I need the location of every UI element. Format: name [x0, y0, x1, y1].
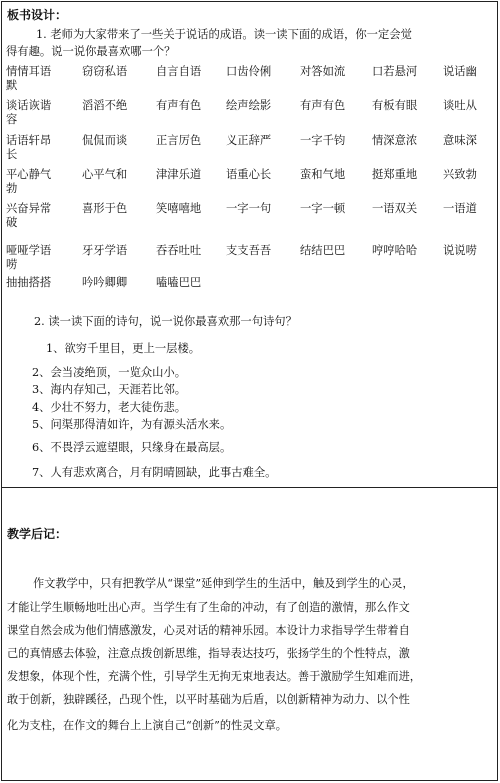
idiom-item: 心平气和	[82, 168, 128, 181]
idiom-item: 对答如流	[300, 65, 346, 78]
idiom-wrap: 破	[6, 216, 18, 229]
idiom-item: 吟吟卿卿	[82, 276, 128, 289]
idiom-item: 吞吞吐吐	[156, 244, 202, 257]
idiom-item: 自言自语	[156, 65, 202, 78]
notes-line: 作文教学中，只有把教学从“课堂”延伸到学生的生活中，触及到学生的心灵，	[33, 577, 414, 590]
poem-line: 4、少壮不努力，老大徒伤悲。	[32, 401, 187, 414]
idiom-item: 一字一顿	[300, 202, 346, 215]
idiom-item: 哑哑学语	[6, 244, 52, 257]
idiom-item: 义正辞严	[226, 134, 272, 147]
intro-line-1: 1. 老师为大家带来了一些关于说话的成语。读一读下面的成语，你一定会觉	[36, 28, 412, 41]
idiom-item: 情情耳语	[6, 65, 52, 78]
idiom-item: 窃窃私语	[82, 65, 128, 78]
idiom-item: 兴奋异常	[6, 202, 52, 215]
idiom-item: 一字千钧	[300, 134, 346, 147]
notes-line: 才能让学生顺畅地吐出心声。当学生有了生命的冲动，有了创造的激情，那么作文	[7, 601, 410, 614]
idiom-item: 有声有色	[156, 99, 202, 112]
idiom-wrap: 长	[6, 148, 18, 161]
poem-line: 3、海内存知己，天涯若比邻。	[32, 383, 187, 396]
idiom-item: 平心静气	[6, 168, 52, 181]
idiom-item: 嗑嗑巴巴	[156, 276, 202, 289]
idiom-item: 口若悬河	[372, 65, 418, 78]
idiom-item: 笑嘻嘻地	[156, 202, 202, 215]
idiom-item: 抽抽搭搭	[6, 276, 52, 289]
idiom-item: 蛮和气地	[300, 168, 346, 181]
idiom-item: 挺郑重地	[372, 168, 418, 181]
idiom-item: 语重心长	[226, 168, 272, 181]
idiom-item: 喜形于色	[82, 202, 128, 215]
idiom-item: 一字一句	[226, 202, 272, 215]
idiom-item: 津津乐道	[156, 168, 202, 181]
idiom-item: 谈吐从	[443, 99, 477, 112]
idiom-item: 情深意浓	[372, 134, 418, 147]
idiom-item: 牙牙学语	[82, 244, 128, 257]
idiom-item: 话语轩昂	[6, 134, 52, 147]
idiom-wrap: 默	[6, 79, 18, 92]
poem-line: 5、问渠那得清如许，为有源头活水来。	[32, 418, 232, 431]
intro-line-2: 得有趣。说一说你最喜欢哪一个？	[6, 45, 176, 58]
notes-line: 敢于创新，独辟蹊径，凸现个性，以平时基础为后盾，以创新精神为动力、以个性	[7, 693, 410, 706]
idiom-item: 说话幽	[443, 65, 477, 78]
idiom-item: 一语道	[443, 202, 477, 215]
idiom-item: 意味深	[443, 134, 477, 147]
poem-line: 1、欲穷千里目，更上一层楼。	[46, 342, 201, 355]
board-design-title: 板书设计：	[7, 8, 68, 22]
idiom-item: 结结巴巴	[300, 244, 346, 257]
poem-line: 6、不畏浮云遮望眼，只缘身在最高层。	[32, 441, 232, 454]
poem-question: 2. 读一读下面的诗句，说一说你最喜欢那一句诗句？	[34, 315, 297, 328]
idiom-item: 绘声绘影	[226, 99, 272, 112]
idiom-item: 有板有眼	[372, 99, 418, 112]
idiom-item: 口齿伶俐	[226, 65, 272, 78]
poem-line: 7、人有悲欢离合，月有阴晴圆缺，此事古难全。	[32, 466, 277, 479]
idiom-item: 说说唠	[443, 244, 477, 257]
idiom-item: 兴致勃	[443, 168, 477, 181]
idiom-item: 一语双关	[372, 202, 418, 215]
idiom-wrap: 容	[6, 113, 18, 126]
poem-line: 2、会当凌绝顶，一览众山小。	[32, 366, 187, 379]
idiom-item: 哼哼哈哈	[372, 244, 418, 257]
idiom-item: 滔滔不绝	[82, 99, 128, 112]
notes-line: 己的真情感去体验，注意点拨创新思维，指导表达技巧，张扬学生的个性特点，激	[7, 647, 410, 660]
idiom-wrap: 唠	[6, 258, 18, 271]
notes-line: 课堂自然会成为他们情感激发，心灵对话的精神乐园。本设计力求指导学生带着自	[7, 624, 410, 637]
notes-line: 化为支柱，在作文的舞台上上演自己“创新”的性灵文章。	[7, 719, 287, 732]
idiom-wrap: 勃	[6, 182, 18, 195]
idiom-item: 有声有色	[300, 99, 346, 112]
idiom-item: 正言厉色	[156, 134, 202, 147]
section-divider	[1, 487, 498, 488]
teaching-notes-title: 教学后记：	[7, 527, 68, 541]
idiom-item: 谈话诙谐	[6, 99, 52, 112]
idiom-item: 侃侃而谈	[82, 134, 128, 147]
idiom-item: 支支吾吾	[226, 244, 272, 257]
notes-line: 发想象，体现个性，充满个性，引导学生无拘无束地表达。善于激励学生知难而进，	[7, 670, 421, 683]
